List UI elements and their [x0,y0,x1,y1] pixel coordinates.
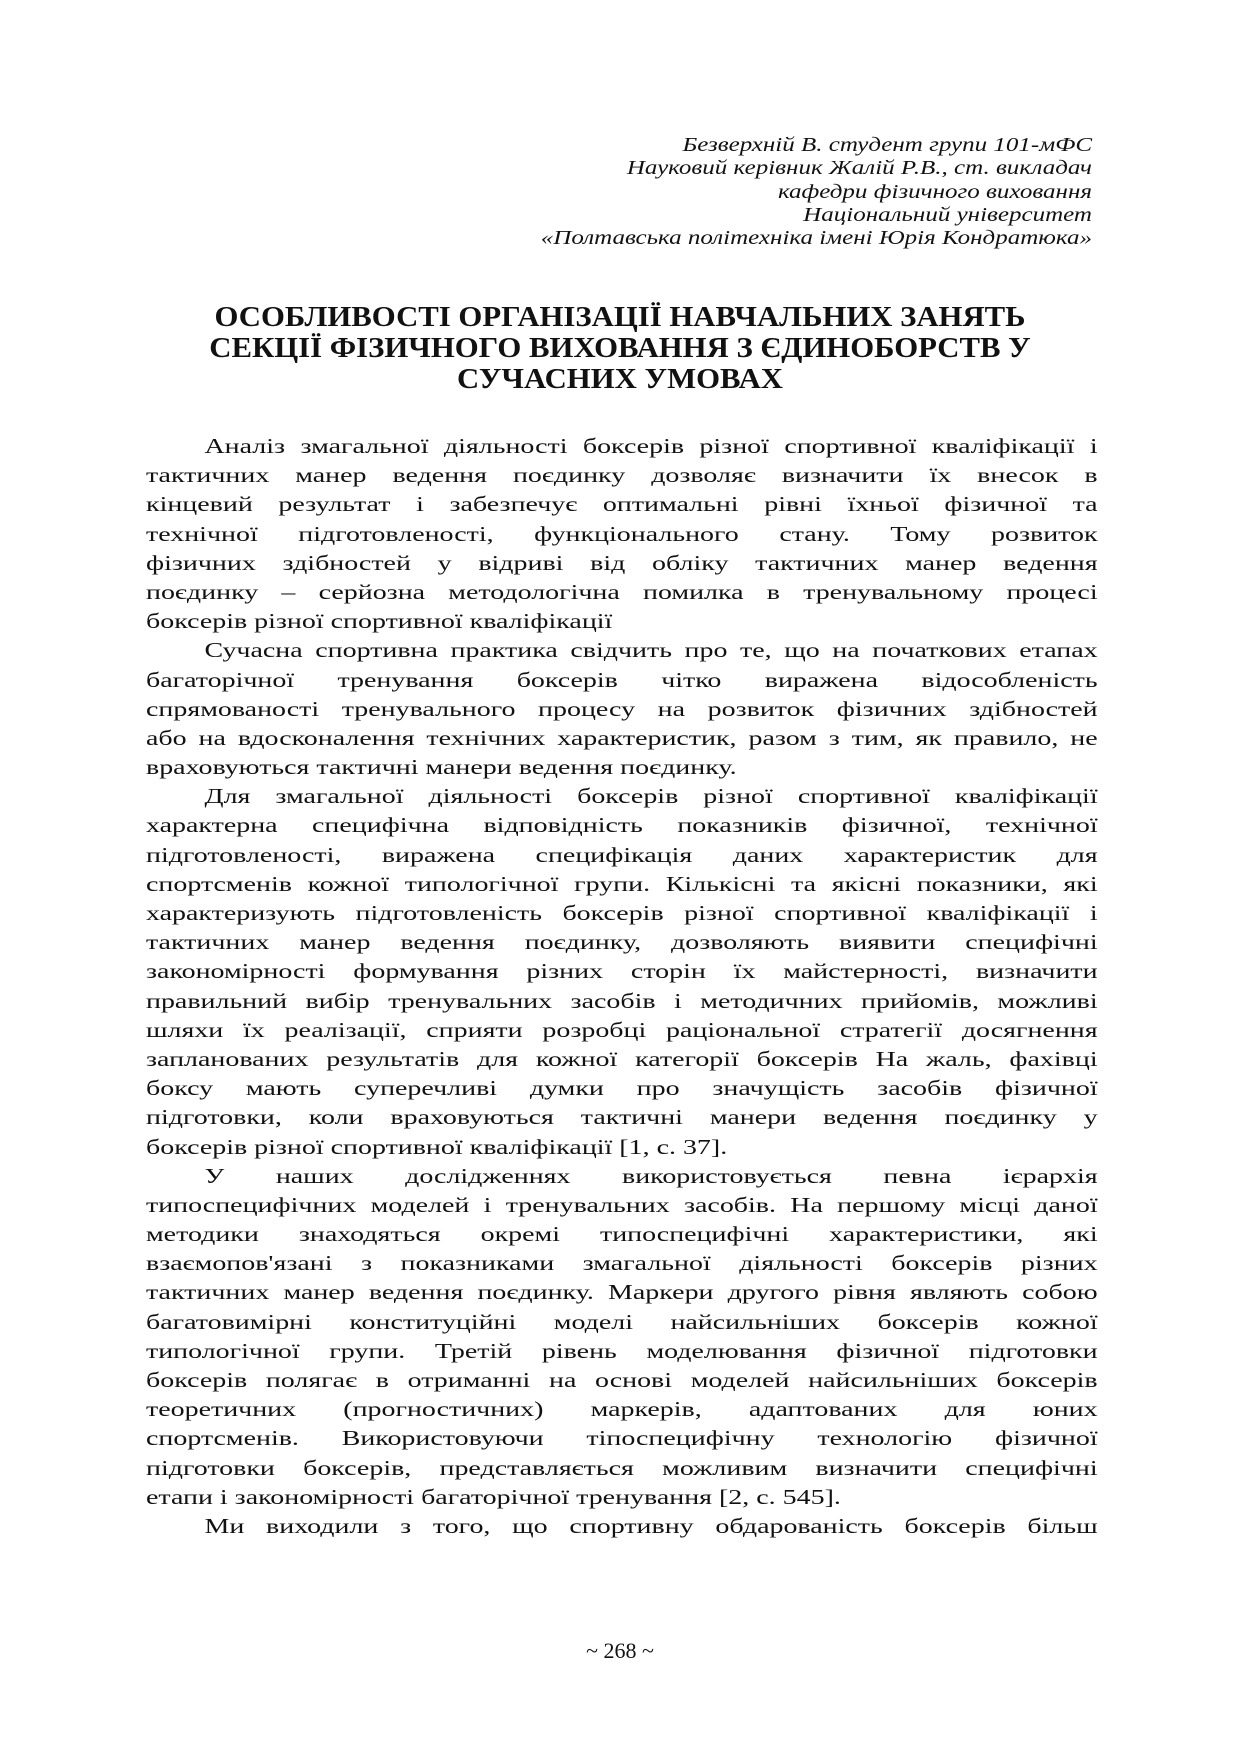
text-line: етапи і закономірності багаторічної тренування [2, с. 545]. [146,1484,841,1509]
page-number: ~ 268 ~ [586,1638,654,1663]
supervisor-line: Науковий керівник Жалій Р.В., ст. викладач [626,157,1092,180]
text-line: тактичних манер ведення поєдинку дозволяє визначити їх внесок в [146,463,1098,488]
paragraph [146,782,1098,1161]
text-line: характеризують підготовленість боксерів різної спортивної кваліфікації і [146,901,1098,925]
text-line: взаємопов'язані з показниками змагальної діяльності боксерів різних [146,1251,1098,1276]
text-line: методики знаходяться окремі типоспецифічні характеристики, які [146,1222,1098,1247]
text-line: боксу мають суперечливі думки про значущість засобів фізичної [146,1076,1098,1101]
text-line: типологічної групи. Третій рівень моделювання фізичної підготовки [146,1338,1098,1363]
article-body [146,432,1098,1541]
text-line: спортсменів. Використовуючи тіпоспецифічну технологію фізичної [146,1426,1098,1451]
text-line: запланованих результатів для кожної категорії боксерів На жаль, фахівці [146,1046,1098,1071]
text-line: типоспецифічних моделей і тренувальних засобів. На першому місці даної [146,1192,1098,1217]
department-line: кафедри фізичного виховання [777,180,1092,203]
article-title [90,302,1150,395]
author-block [336,134,1092,250]
text-line: або на вдосконалення технічних характеристик, разом з тим, як правило, не [146,725,1098,750]
text-line: боксерів різної спортивної кваліфікації [1, с. 37]. [146,1134,728,1159]
text-line: боксерів різної спортивної кваліфікації [146,609,613,634]
text-line: кінцевий результат і забезпечує оптимальні рівні їхньої фізичної та [146,492,1098,517]
text-line: підготовки боксерів, представляється можливим визначити специфічні [146,1455,1098,1480]
text-line: У наших дослідженнях використовується певна ієрархія [204,1163,1098,1188]
text-line: Для змагальної діяльності боксерів різної спортивної кваліфікації [204,784,1098,809]
text-line: спортсменів кожної типологічної групи. Кількісні та якісні показники, які [146,871,1098,896]
text-line: спрямованості тренувального процесу на розвиток фізичних здібностей [146,696,1098,721]
author-line: Безверхній В. студент групи 101-мФС [682,134,1092,156]
text-line: правильний вибір тренувальних засобів і методичних прийомів, можливі [146,988,1098,1013]
text-line: багаторічної тренування боксерів чітко виражена відособленість [146,667,1098,692]
paragraph [146,1512,1098,1541]
paragraph [146,432,1098,636]
text-line: тактичних манер ведення поєдинку, дозволяють виявити специфічні [146,930,1098,955]
text-line: Ми виходили з того, що спортивну обдарованість боксерів більш [204,1513,1098,1538]
text-line: закономірності формування різних сторін їх майстерності, визначити [146,959,1098,984]
text-line: Сучасна спортивна практика свідчить про те, що на початкових етапах [204,638,1098,663]
text-line: підготовленості, виражена специфікація даних характеристик для [146,842,1098,867]
text-line: шляхи їх реалізації, сприяти розробці раціональної стратегії досягнення [146,1017,1098,1042]
paragraph [146,1162,1098,1512]
text-line: технічної підготовленості, функціонального стану. Тому розвиток [146,521,1098,546]
text-line: боксерів полягає в отриманні на основі моделей найсильніших боксерів [146,1368,1098,1392]
text-line: теоретичних (прогностичних) маркерів, адаптованих для юних [146,1397,1098,1422]
text-line: характерна специфічна відповідність показників фізичної, технічної [146,813,1098,838]
title-line: СЕКЦІЇ ФІЗИЧНОГО ВИХОВАННЯ З ЄДИНОБОРСТВ У [209,332,1031,364]
title-line: СУЧАСНИХ УМОВАХ [457,363,783,395]
university-name-line: «Полтавська політехніка імені Юрія Кондратюка» [540,227,1092,250]
university-line: Національний університет [803,203,1092,226]
text-line: тактичних манер ведення поєдинку. Маркери другого рівня являють собою [146,1280,1098,1305]
text-line: фізичних здібностей у відриві від обліку тактичних манер ведення [146,550,1098,575]
text-line: враховуються тактичні манери ведення поєдинку. [146,755,737,780]
text-line: поєдинку – серйозна методологічна помилка в тренувальному процесі [146,579,1098,604]
text-line: підготовки, коли враховуються тактичні манери ведення поєдинку у [146,1105,1098,1130]
text-line: багатовимірні конституційні моделі найсильніших боксерів кожної [146,1309,1098,1334]
text-line: Аналіз змагальної діяльності боксерів різної спортивної кваліфікації і [204,434,1098,458]
paragraph [146,636,1098,782]
title-line: ОСОБЛИВОСТІ ОРГАНІЗАЦІЇ НАВЧАЛЬНИХ ЗАНЯТЬ [214,301,1026,333]
